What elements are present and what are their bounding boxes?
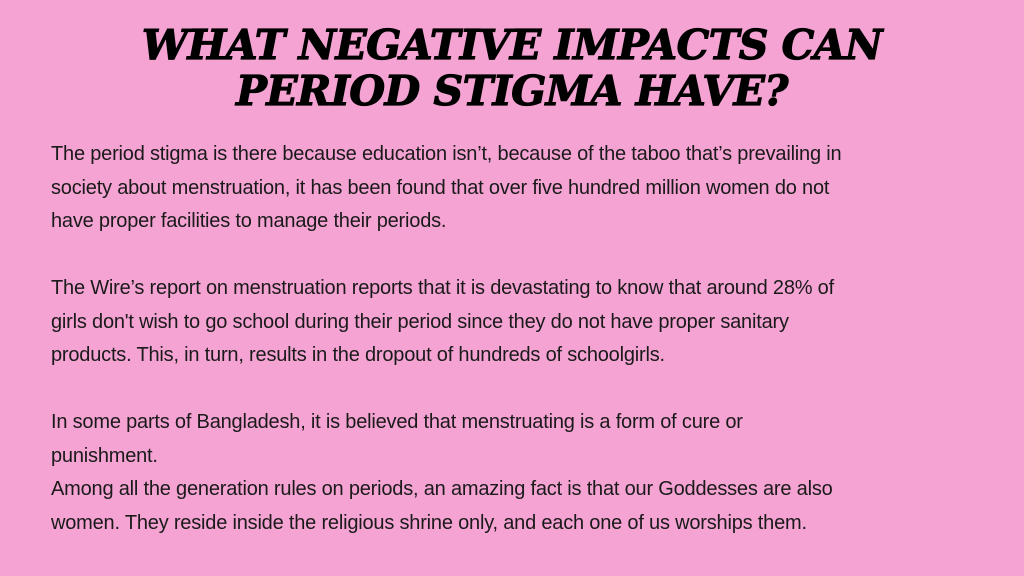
body-line: In some parts of Bangladesh, it is believed that menstruating is a form of cure or [51,411,743,433]
body-line: have proper facilities to manage their periods. [51,210,447,232]
slide-title-line: PERIOD STIGMA HAVE? [236,67,788,115]
paragraph-bangladesh [51,406,1001,473]
body-line: The period stigma is there because education isn’t, because of the taboo that’s prevailing in [51,143,842,165]
paragraph-wire-report [51,272,1001,373]
body-line: society about menstruation, it has been found that over five hundred million women do not [51,176,830,199]
paragraph-education [51,138,1001,239]
body-line: women. They reside inside the religious shrine only, and each one of us worships them. [51,511,807,534]
paragraph-goddesses [51,473,1001,540]
body-line: girls don't wish to go school during their period since they do not have proper sanitary [51,310,789,333]
body-line: Among all the generation rules on periods, an amazing fact is that our Goddesses are also [51,478,833,500]
paragraph-gap [51,373,1001,407]
slide-title-line: WHAT NEGATIVE IMPACTS CAN [141,21,883,69]
body-line: The Wire’s report on menstruation reports that it is devastating to know that around 28% of [51,277,834,299]
body-line: punishment. [51,444,158,467]
slide-title [40,22,984,114]
paragraph-gap [51,239,1001,273]
slide-body [51,138,1001,540]
body-line: products. This, in turn, results in the dropout of hundreds of schoolgirls. [51,344,665,366]
